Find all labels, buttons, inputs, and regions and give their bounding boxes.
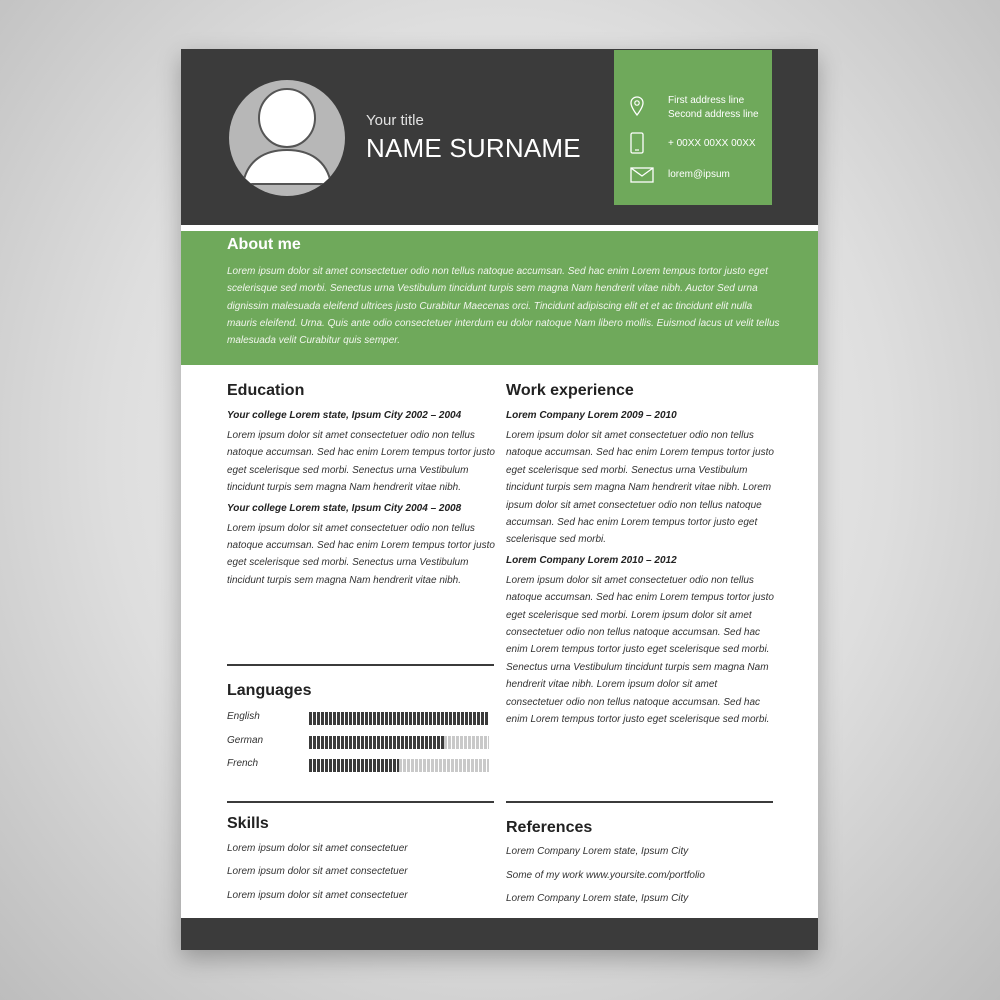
- avatar: [229, 80, 345, 196]
- job-title: Your title: [366, 112, 424, 129]
- left-column: [227, 382, 495, 589]
- reference-item: Some of my work www.yoursite.com/portfolio: [506, 870, 705, 881]
- skill-item: Lorem ipsum dolor sit amet consectetuer: [227, 890, 408, 901]
- education-entry-1-head: Your college Lorem state, Ipsum City 2002 – 2004: [227, 410, 462, 421]
- envelope-icon: [630, 167, 654, 183]
- work-heading: Work experience: [506, 382, 634, 399]
- divider-skills: [227, 801, 494, 803]
- phone-icon: [630, 132, 644, 154]
- languages-section: [227, 682, 495, 782]
- work-entry-1-text: Lorem ipsum dolor sit amet consectetuer odio non tellus natoque accumsan. Sed hac enim Lorem tempus tortor justo eget scelerisque sed morbi. Senectus urna Vestibulum tincidunt turpis sem magna Nam hendrerit vitae nibh. Lorem ipsum dolor sit amet consectetuer odio non tellus natoque accumsan. Sed hac enim Lorem tempus tortor justo eget scelerisque sed morbi.: [506, 430, 774, 546]
- level-fill: [309, 736, 444, 749]
- language-name: English: [227, 711, 260, 722]
- language-row: [227, 735, 495, 749]
- references-section: [506, 819, 776, 915]
- resume-header: [181, 49, 818, 225]
- about-heading: About me: [227, 236, 301, 253]
- address-line-2: Second address line: [668, 109, 759, 120]
- level-rest: [444, 736, 489, 749]
- contact-box: [614, 50, 772, 205]
- divider-languages: [227, 664, 494, 666]
- work-entry-1-head: Lorem Company Lorem 2009 – 2010: [506, 410, 677, 421]
- level-fill: [309, 712, 489, 725]
- education-entry-1-text: Lorem ipsum dolor sit amet consectetuer odio non tellus natoque accumsan. Sed hac enim Lorem tempus tortor justo eget scelerisque sed morbi. Senectus urna Vestibulum tincidunt turpis sem magna Nam hendrerit vitae nibh.: [227, 430, 495, 494]
- work-entry-2-text: Lorem ipsum dolor sit amet consectetuer odio non tellus natoque accumsan. Sed hac enim Lorem tempus tortor justo eget scelerisque sed morbi. Lorem ipsum dolor sit amet consectetuer odio non tellus natoque accumsan. Sed hac enim Lorem tempus tortor justo eget scelerisque sed morbi. Senectus urna Vestibulum tincidunt turpis sem magna Nam hendrerit vitae nibh. Lorem ipsum dolor sit amet consectetuer odio non tellus natoque accumsan. Sed hac enim Lorem tempus tortor justo eget scelerisque sed morbi.: [506, 574, 774, 726]
- skills-heading: Skills: [227, 815, 269, 832]
- level-fill: [309, 759, 399, 772]
- address-line-1: First address line: [668, 95, 745, 106]
- reference-item: Lorem Company Lorem state, Ipsum City: [506, 846, 689, 857]
- resume-footer: [181, 918, 818, 950]
- about-text: Lorem ipsum dolor sit amet consectetuer odio non tellus natoque accumsan. Sed hac enim Lorem tempus tortor justo eget scelerisque sed morbi. Senectus urna Vestibulum tincidunt turpis sem magna Nam hendrerit vitae nibh. Auctor Sed urna dignissim malesuada eleifend ultrices justo Curabitur Maecenas orci. Tincidunt adipiscing elit et et ac tincidunt elit nulla mauris eleifend. Urna. Quis ante odio consectetuer interdum eu dolor natoque Nam libero mollis. Euismod lacus ut velit tellus malesuada velit Curabitur quis semper.: [227, 266, 780, 347]
- references-heading: References: [506, 819, 593, 836]
- location-pin-icon: [630, 96, 644, 116]
- languages-heading: Languages: [227, 682, 312, 699]
- language-level-bar: [309, 759, 489, 772]
- skills-section: [227, 815, 495, 915]
- resume-page: [181, 49, 818, 950]
- skill-item: Lorem ipsum dolor sit amet consectetuer: [227, 843, 408, 854]
- education-entry-2-text: Lorem ipsum dolor sit amet consectetuer odio non tellus natoque accumsan. Sed hac enim Lorem tempus tortor justo eget scelerisque sed morbi. Senectus urna Vestibulum tincidunt turpis sem magna Nam hendrerit vitae nibh.: [227, 522, 495, 586]
- full-name: NAME SURNAME: [366, 133, 581, 163]
- divider-references: [506, 801, 773, 803]
- language-level-bar: [309, 712, 489, 725]
- reference-item: Lorem Company Lorem state, Ipsum City: [506, 893, 689, 904]
- right-column: [506, 382, 776, 729]
- skill-item: Lorem ipsum dolor sit amet consectetuer: [227, 866, 408, 877]
- education-entry-2-head: Your college Lorem state, Ipsum City 2004 – 2008: [227, 502, 462, 514]
- level-rest: [399, 759, 489, 772]
- language-name: German: [227, 735, 264, 746]
- language-row: [227, 758, 495, 772]
- work-entry-2-head: Lorem Company Lorem 2010 – 2012: [506, 554, 677, 566]
- about-section: [181, 231, 818, 365]
- education-heading: Education: [227, 382, 305, 399]
- language-level-bar: [309, 736, 489, 749]
- email-address: lorem@ipsum: [668, 169, 730, 180]
- language-name: French: [227, 758, 259, 769]
- user-icon: [229, 80, 345, 196]
- phone-number: + 00XX 00XX 00XX: [668, 138, 756, 149]
- language-row: [227, 711, 495, 725]
